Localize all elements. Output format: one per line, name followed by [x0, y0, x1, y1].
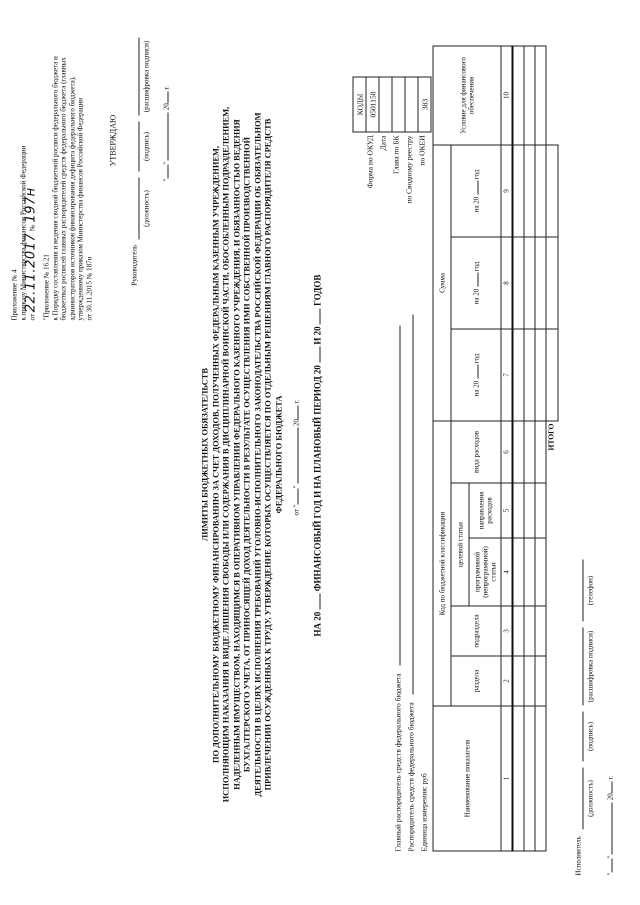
col-number: 7 — [501, 328, 513, 420]
period-a-line — [319, 593, 320, 609]
total-cell[interactable] — [545, 328, 557, 420]
executor-date-close: " — [606, 855, 614, 859]
table-cell[interactable] — [512, 45, 523, 144]
appendix-annex-line: "Приложение № 16.21 — [42, 253, 50, 320]
table-cell[interactable] — [523, 606, 534, 656]
executor-caption-decoding: (расшифровка подписи) — [586, 630, 594, 702]
codes-label-date: Дата — [378, 135, 387, 150]
executor-year-suffix: г. — [606, 775, 614, 780]
table-cell[interactable] — [534, 656, 545, 706]
total-cell[interactable] — [545, 236, 557, 328]
codes-labels — [365, 135, 430, 235]
main-table — [432, 45, 558, 851]
left-label-unit: Единица измерения: руб — [419, 772, 428, 851]
codes-value-date — [379, 77, 392, 132]
executor-day-line — [611, 858, 612, 872]
th-code: Код по бюджетной классификации — [433, 420, 451, 705]
approval-date-close: " — [162, 161, 170, 165]
table-cell[interactable] — [534, 45, 545, 144]
title-date-prefix: от " — [292, 503, 300, 515]
period-c: И 20 — [312, 325, 322, 345]
approval-day-line — [167, 164, 168, 178]
left-label-line — [399, 325, 400, 665]
col-number: 8 — [501, 236, 513, 328]
title-line: ИСПОЛНЯЮЩИМ НАКАЗАНИЯ В ВИДЕ ЛИШЕНИЯ СВОБОДЫ ИЛИ СОДЕРЖАНИЯ В ДИСЦИПЛИНАРНОЙ ВОИНСКОЙ ЧАСТИ, ОБОСОБЛЕННЫМ ПОДРАЗДЕЛЕНИЕМ, — [221, 106, 230, 802]
approval-caption-position: (должность) — [142, 189, 150, 227]
main-table-block — [432, 45, 558, 851]
period-line — [312, 225, 323, 685]
appendix-order-number: 197н — [23, 186, 38, 223]
appendix-line: к Порядку составления и ведения сводной бюджетной росписи федерального бюджета и — [50, 55, 59, 320]
col-number: 6 — [501, 420, 513, 482]
table-cell[interactable] — [534, 606, 545, 656]
appendix-line: от 30.11.2015 № 187н — [84, 256, 93, 320]
col-number: 3 — [501, 606, 513, 656]
title-line: ФЕДЕРАЛЬНОГО БЮДЖЕТА — [273, 395, 283, 513]
th-razdel: раздела — [451, 656, 501, 706]
table-cell[interactable] — [523, 328, 534, 420]
left-label-line — [412, 314, 413, 694]
appendix-line: администраторов источников финансирования дефицита федерального бюджета), — [67, 75, 76, 320]
period-c-line — [319, 308, 320, 324]
table-cell[interactable] — [512, 538, 523, 606]
col-number: 10 — [501, 45, 513, 144]
th-year-prefix: на 20 — [471, 380, 480, 396]
executor-phone-line — [582, 559, 583, 621]
title-line: ПРИВЛЕЧЕНИИ ОСУЖДЕННЫХ К ТРУДУ, УТВЕРЖДЕНИЕ КОТОРЫХ ОСУЩЕСТВЛЯЕТСЯ ПО ОТДЕЛЬНЫМ РЕШЕНИЯМ ГЛАВНОГО РАСПОРЯДИТЕЛЯ СРЕДСТВ — [263, 118, 272, 790]
approval-heading: УТВЕРЖДАЮ — [108, 114, 117, 166]
title-line: ЛИМИТЫ БЮДЖЕТНЫХ ОБЯЗАТЕЛЬСТВ — [200, 367, 209, 541]
executor-decoding-line — [582, 627, 583, 705]
table-cell[interactable] — [523, 45, 534, 144]
th-direction: направления расходов — [469, 483, 501, 538]
table-cell[interactable] — [512, 606, 523, 656]
title-date — [292, 345, 301, 515]
col-number: 4 — [501, 538, 513, 606]
left-label-main-distributor — [393, 251, 406, 851]
left-labels — [393, 251, 432, 851]
table-cell[interactable] — [512, 236, 523, 328]
table-cell[interactable] — [534, 706, 545, 851]
codes-value-okei: 383 — [418, 77, 431, 132]
codes-header: КОДЫ — [353, 77, 366, 132]
table-cell[interactable] — [523, 420, 534, 482]
table-cell[interactable] — [512, 483, 523, 538]
executor-date-open: " — [606, 872, 614, 875]
left-label-text: Главный распорядитель средств федерального бюджета — [393, 672, 402, 851]
executor-month-line — [611, 802, 612, 854]
codes-table — [352, 76, 431, 132]
approval-signature-line — [138, 121, 139, 171]
period-a: НА 20 — [312, 611, 322, 636]
table-cell[interactable] — [523, 538, 534, 606]
table-row — [523, 45, 534, 850]
title-month-line — [297, 427, 298, 483]
title-line: ПО ДОПОЛНИТЕЛЬНОМУ БЮДЖЕТНОМУ ФИНАНСИРОВАНИЮ ЗА СЧЕТ ДОХОДОВ, ПОЛУЧЕННЫХ ФЕДЕРАЛЬНЫМ КАЗЕННЫМ УЧРЕЖДЕНИЕМ, — [210, 145, 220, 763]
approval-position-line — [138, 177, 139, 239]
approval-caption-decoding: (расшифровка подписи) — [142, 40, 150, 112]
th-year-suffix: год — [471, 353, 480, 363]
approval-year-suffix: г. — [162, 85, 170, 90]
codes-block — [352, 76, 431, 132]
title-date-year: 20 — [292, 418, 300, 426]
table-cell[interactable] — [523, 236, 534, 328]
approval-caption-signature: (подпись) — [142, 131, 150, 161]
document-title — [200, 59, 284, 849]
codes-value-okud: 0501158 — [366, 77, 379, 132]
th-year-2 — [451, 236, 501, 328]
table-cell[interactable] — [512, 328, 523, 420]
th-year-line — [477, 272, 478, 286]
executor-year: 20 — [606, 792, 614, 800]
codes-value-glava — [392, 77, 405, 132]
table-cell[interactable] — [534, 420, 545, 482]
approval-block — [130, 35, 190, 285]
approval-decoding-line — [138, 37, 139, 115]
total-label: ИТОГО — [546, 422, 556, 450]
table-cell[interactable] — [523, 656, 534, 706]
title-line: БУХГАЛТЕРСКОГО УЧЕТА, ОТ ПРИНОСЯЩЕЙ ДОХОД ДЕЯТЕЛЬНОСТИ В РЕЗУЛЬТАТЕ ОСУЩЕСТВЛЕНИЯ ИМИ СОБСТВЕННОЙ ПРОИЗВОДСТВЕННОЙ — [242, 136, 251, 772]
codes-label-okud: Форма по ОКУД — [365, 135, 374, 188]
approval-year-line — [167, 91, 168, 103]
approval-head-label: Руководитель — [130, 244, 138, 285]
approval-year: 20 — [162, 102, 170, 110]
codes-label-okei: по ОКЕИ — [417, 135, 426, 166]
th-year-1 — [451, 328, 501, 420]
table-cell[interactable] — [534, 328, 545, 420]
table-cell[interactable] — [512, 656, 523, 706]
table-row — [512, 45, 523, 850]
th-year-suffix: год — [471, 261, 480, 271]
table-cell[interactable] — [534, 538, 545, 606]
executor-caption-position: (должность) — [586, 779, 594, 817]
th-year-line — [477, 364, 478, 378]
th-year-prefix: на 20 — [471, 196, 480, 212]
th-vid: вида расходов — [451, 420, 501, 482]
executor-label: Исполнитель — [574, 835, 582, 875]
title-year-line — [297, 405, 298, 419]
col-number: 5 — [501, 483, 513, 538]
period-b: ФИНАНСОВЫЙ ГОД И НА ПЛАНОВЫЙ ПЕРИОД 20 — [312, 364, 322, 591]
executor-year-line — [611, 781, 612, 793]
title-line: ДЕЯТЕЛЬНОСТИ В ЦЕЛЯХ ИСПОЛНЕНИЯ ТРЕБОВАНИЙ УГОЛОВНО-ИСПОЛНИТЕЛЬНОГО ЗАКОНОДАТЕЛЬСТВА РОССИЙСКОЙ ФЕДЕРАЦИИ ОБ ОБЯЗАТЕЛЬНОМ — [252, 111, 262, 797]
executor-caption-signature: (подпись) — [586, 721, 594, 751]
appendix-block — [10, 30, 93, 320]
th-year-line — [477, 180, 478, 194]
appendix-line: бюджетных росписей главных распорядителей средств федерального бюджета (главных — [59, 56, 67, 320]
total-cell[interactable] — [545, 144, 557, 236]
th-condition: Условие для финансового обеспечения — [433, 45, 501, 144]
th-program: программной (непрограммной) статьи — [469, 538, 501, 606]
executor-position-line — [582, 767, 583, 829]
document-sheet — [0, 20, 640, 885]
title-date-suffix: г. — [292, 398, 300, 403]
approval-month-line — [167, 112, 168, 160]
codes-label-glava: Глава по БК — [391, 135, 400, 174]
table-cell[interactable] — [534, 144, 545, 236]
th-year-3 — [451, 144, 501, 236]
executor-block — [570, 515, 630, 875]
approval-date — [162, 31, 171, 181]
appendix-order-date: 22.11.2017 — [23, 232, 38, 312]
appendix-order-date-prefix: от — [28, 313, 36, 320]
th-sum: Сумма — [433, 144, 451, 420]
title-date-mid: " — [292, 485, 300, 488]
total-empty — [545, 45, 557, 144]
table-cell[interactable] — [523, 144, 534, 236]
left-label-text: Распорядитель средств федерального бюджета — [406, 701, 415, 851]
th-name: Наименование показателя — [433, 706, 501, 851]
table-cell[interactable] — [512, 420, 523, 482]
table-cell[interactable] — [523, 483, 534, 538]
appendix-order-number-prefix: № — [28, 223, 36, 231]
period-b-line — [319, 346, 320, 362]
col-number: 2 — [501, 656, 513, 706]
table-cell[interactable] — [534, 483, 545, 538]
appendix-title: Приложение № 4 — [10, 268, 18, 320]
th-target: целевой статьи — [451, 483, 469, 606]
executor-signature-line — [582, 711, 583, 761]
th-podrazdel: подраздела — [451, 606, 501, 656]
table-cell[interactable] — [534, 236, 545, 328]
table-cell[interactable] — [523, 706, 534, 851]
title-line: НАДЕЛЕННЫМ ИМУЩЕСТВОМ, НАХОДЯЩИМСЯ В ОПЕРАТИВНОМ УПРАВЛЕНИИ ФЕДЕРАЛЬНОГО КАЗЕННОГО УЧРЕЖДЕНИЯ, И ОБЯЗАННОСТЬЮ ВЕДЕНИЯ — [231, 118, 241, 790]
table-cell[interactable] — [512, 706, 523, 851]
codes-label-reestr: по Сводному реестру — [404, 135, 413, 204]
codes-value-reestr — [405, 77, 418, 132]
title-day-line — [297, 488, 298, 504]
appendix-order-date-row — [23, 30, 42, 320]
total-row — [545, 45, 557, 850]
th-year-suffix: год — [471, 169, 480, 179]
table-cell[interactable] — [512, 144, 523, 236]
col-number: 9 — [501, 144, 513, 236]
executor-caption-phone: (телефон) — [586, 575, 594, 605]
th-year-prefix: на 20 — [471, 288, 480, 304]
executor-date — [606, 715, 615, 875]
appendix-line: утвержденному приказом Министерства финансов Российской Федерации — [76, 97, 84, 320]
approval-date-open: " — [162, 178, 170, 181]
table-row — [534, 45, 545, 850]
left-label-distributor — [406, 251, 419, 851]
period-d: ГОДОВ — [312, 274, 322, 306]
appendix-order-line: к приказу Министерства финансов Российской Федерации — [18, 145, 27, 320]
col-number: 1 — [501, 706, 513, 851]
